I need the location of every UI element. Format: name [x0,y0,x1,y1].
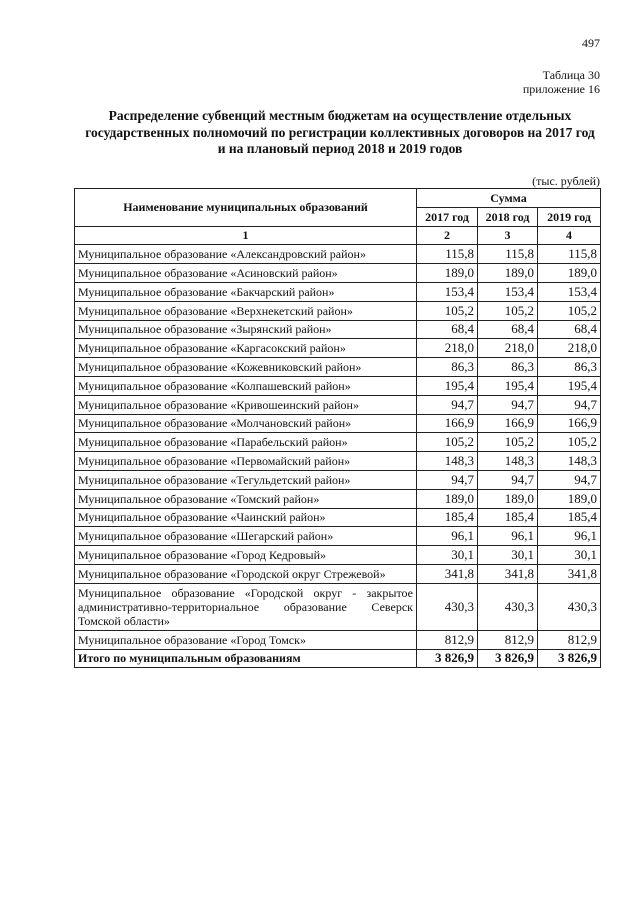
value-2019: 96,1 [538,527,601,546]
document-title [60,108,620,158]
value-2017: 115,8 [417,245,478,264]
appendix-number: приложение 16 [522,82,600,96]
value-2018: 189,0 [478,264,538,283]
value-2018: 115,8 [478,245,538,264]
value-2017: 30,1 [417,546,478,565]
table-row [75,489,601,508]
value-2017: 68,4 [417,320,478,339]
value-2018: 812,9 [478,630,538,649]
value-2019: 166,9 [538,414,601,433]
municipality-name: Муниципальное образование «Парабельский район» [75,433,417,452]
value-2017: 148,3 [417,452,478,471]
municipality-name: Муниципальное образование «Город Кедровый» [75,546,417,565]
municipality-name: Муниципальное образование «Городской округ - закрытое административно-территориальное образование Северск Томской области» [75,583,417,630]
value-2017: 96,1 [417,527,478,546]
table-row [75,546,601,565]
value-2017: 189,0 [417,489,478,508]
value-2017: 105,2 [417,301,478,320]
value-2019: 812,9 [538,630,601,649]
table-row [75,358,601,377]
column-index: 2 [417,226,478,245]
page-number: 497 [582,36,600,50]
value-2018: 148,3 [478,452,538,471]
municipality-name: Муниципальное образование «Томский район» [75,489,417,508]
value-2019: 115,8 [538,245,601,264]
value-2017: 94,7 [417,395,478,414]
value-2019: 195,4 [538,376,601,395]
value-2018: 195,4 [478,376,538,395]
value-2017: 105,2 [417,433,478,452]
title-line: Распределение субвенций местным бюджетам на осуществление отдельных [108,108,572,123]
value-2017: 153,4 [417,282,478,301]
municipality-name: Муниципальное образование «Верхнекетский район» [75,301,417,320]
value-2018: 86,3 [478,358,538,377]
value-2018: 153,4 [478,282,538,301]
units-label: (тыс. рублей) [532,174,600,188]
table-row [75,264,601,283]
table-row [75,583,601,630]
title-line: государственных полномочий по регистрации коллективных договоров на 2017 год [85,124,595,140]
total-row [75,649,601,668]
subsidy-table [74,188,601,668]
municipality-name: Муниципальное образование «Первомайский район» [75,452,417,471]
value-2019: 189,0 [538,489,601,508]
municipality-name: Муниципальное образование «Кривошеинский район» [75,395,417,414]
table-row [75,395,601,414]
value-2018: 430,3 [478,583,538,630]
municipality-name: Муниципальное образование «Тегульдетский район» [75,470,417,489]
year-2017-header: 2017 год [417,207,478,226]
total-label: Итого по муниципальным образованиям [75,649,417,668]
value-2019: 105,2 [538,301,601,320]
name-column-header: Наименование муниципальных образований [75,189,417,227]
municipality-name: Муниципальное образование «Шегарский район» [75,527,417,546]
table-row [75,433,601,452]
value-2019: 86,3 [538,358,601,377]
municipality-name: Муниципальное образование «Колпашевский район» [75,376,417,395]
municipality-name: Муниципальное образование «Город Томск» [75,630,417,649]
value-2018: 185,4 [478,508,538,527]
municipality-name: Муниципальное образование «Каргасокский район» [75,339,417,358]
municipality-name: Муниципальное образование «Молчановский район» [75,414,417,433]
column-index: 4 [538,226,601,245]
value-2019: 30,1 [538,546,601,565]
year-2019-header: 2019 год [538,207,601,226]
value-2018: 105,2 [478,301,538,320]
column-index: 1 [75,226,417,245]
municipality-name: Муниципальное образование «Асиновский район» [75,264,417,283]
value-2018: 341,8 [478,564,538,583]
value-2018: 189,0 [478,489,538,508]
municipality-name: Муниципальное образование «Городской округ Стрежевой» [75,564,417,583]
table-row [75,339,601,358]
table-row [75,320,601,339]
value-2018: 68,4 [478,320,538,339]
table-row [75,245,601,264]
value-2017: 189,0 [417,264,478,283]
table-row [75,282,601,301]
total-2017: 3 826,9 [417,649,478,668]
table-row [75,630,601,649]
municipality-name: Муниципальное образование «Кожевниковский район» [75,358,417,377]
value-2017: 430,3 [417,583,478,630]
table-row [75,564,601,583]
table-caption [523,68,600,96]
total-2018: 3 826,9 [478,649,538,668]
value-2017: 185,4 [417,508,478,527]
table-row [75,508,601,527]
value-2019: 185,4 [538,508,601,527]
table-row [75,301,601,320]
table-number: Таблица 30 [542,68,600,82]
value-2019: 189,0 [538,264,601,283]
value-2018: 105,2 [478,433,538,452]
value-2017: 218,0 [417,339,478,358]
year-2018-header: 2018 год [478,207,538,226]
table-row [75,414,601,433]
value-2017: 94,7 [417,470,478,489]
value-2019: 341,8 [538,564,601,583]
value-2017: 812,9 [417,630,478,649]
value-2019: 105,2 [538,433,601,452]
municipality-name: Муниципальное образование «Александровский район» [75,245,417,264]
title-line: и на плановый период 2018 и 2019 годов [217,141,463,156]
value-2019: 94,7 [538,470,601,489]
column-index: 3 [478,226,538,245]
value-2017: 166,9 [417,414,478,433]
value-2017: 341,8 [417,564,478,583]
sum-column-header: Сумма [417,189,601,208]
value-2019: 94,7 [538,395,601,414]
municipality-name: Муниципальное образование «Бакчарский район» [75,282,417,301]
table-row [75,470,601,489]
value-2018: 94,7 [478,395,538,414]
municipality-name: Муниципальное образование «Чаинский район» [75,508,417,527]
value-2017: 195,4 [417,376,478,395]
value-2018: 30,1 [478,546,538,565]
value-2019: 218,0 [538,339,601,358]
municipality-name: Муниципальное образование «Зырянский район» [75,320,417,339]
value-2017: 86,3 [417,358,478,377]
value-2019: 153,4 [538,282,601,301]
value-2018: 94,7 [478,470,538,489]
value-2019: 148,3 [538,452,601,471]
total-2019: 3 826,9 [538,649,601,668]
column-index-row [75,226,601,245]
value-2019: 68,4 [538,320,601,339]
table-row [75,376,601,395]
value-2019: 430,3 [538,583,601,630]
table-row [75,527,601,546]
value-2018: 96,1 [478,527,538,546]
table-row [75,452,601,471]
value-2018: 166,9 [478,414,538,433]
header-row [75,189,601,208]
table-body [75,245,601,668]
value-2018: 218,0 [478,339,538,358]
